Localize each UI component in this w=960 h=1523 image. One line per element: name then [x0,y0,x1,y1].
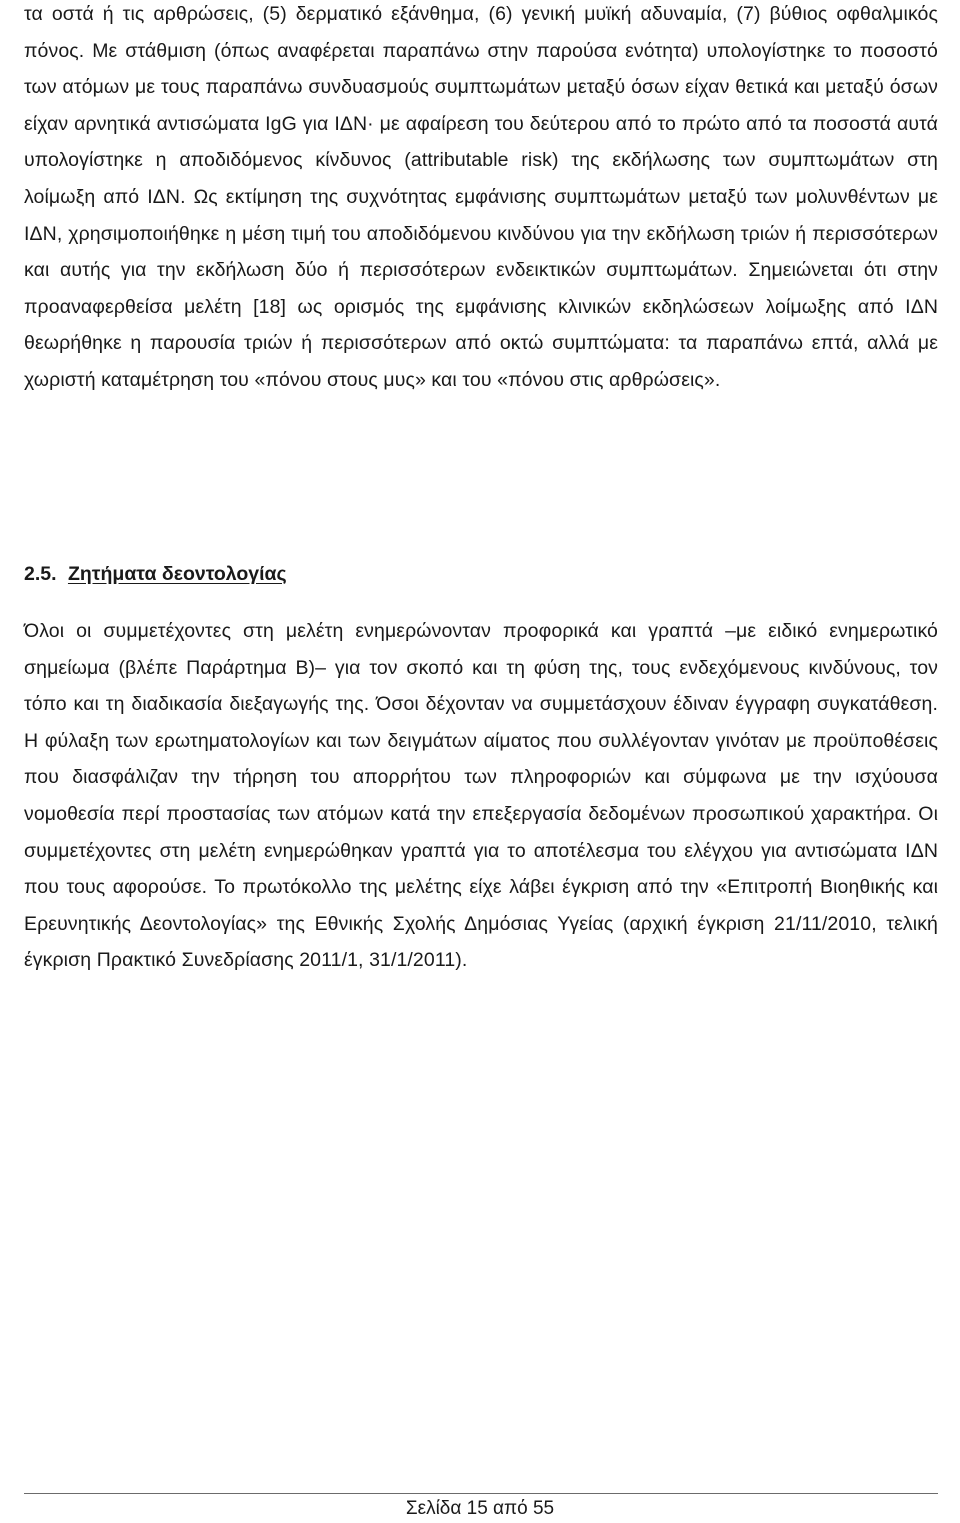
footer-divider [24,1493,938,1494]
section-title: Ζητήματα δεοντολογίας [67,563,287,585]
section-number: 2.5. [24,563,57,585]
body-paragraph-ethics: Όλοι οι συμμετέχοντες στη μελέτη ενημερώνονταν προφορικά και γραπτά –με ειδικό ενημερωτικό σημείωμα (βλέπε Παράρτημα Β)– για τον σκοπό και τη φύση της, τους ενδεχόμενους κινδύνους, τον τόπο και τη διαδικασία διεξαγωγής της. Όσοι δέχονταν να συμμετάσχουν έδιναν έγγραφη συγκατάθεση. Η φύλαξη των ερωτηματολογίων και των δειγμάτων αίματος που συλλέγονταν γινόταν με προϋποθέσεις που διασφάλιζαν την τήρηση του απορρήτου των πληροφοριών και σύμφωνα με την ισχύουσα νομοθεσία περί προστασίας των ατόμων κατά την επεξεργασία δεδομένων προσωπικού χαρακτήρα. Οι συμμετέχοντες στη μελέτη ενημερώθηκαν γραπτά για το αποτέλεσμα του ελέγχου για αντισώματα ΙΔΝ που τους αφορούσε. Το πρωτόκολλο της μελέτης είχε λάβει έγκριση από την «Επιτροπή Βιοηθικής και Ερευνητικής Δεοντολογίας» της Εθνικής Σχολής Δημόσιας Υγείας (αρχική έγκριση 21/11/2010, τελική έγκριση Πρακτικό Συνεδρίασης 2011/1, 31/1/2011). [24,620,938,972]
section-heading [24,556,287,592]
page-number-footer: Σελίδα 15 από 55 [405,1498,555,1519]
body-paragraph-methods: τα οστά ή τις αρθρώσεις, (5) δερματικό εξάνθημα, (6) γενική μυϊκή αδυναμία, (7) βύθιος οφθαλμικός πόνος. Με στάθμιση (όπως αναφέρεται παραπάνω στην παρούσα ενότητα) υπολογίστηκε το ποσοστό των ατόμων με τους παραπάνω συνδυασμούς συμπτωμάτων μεταξύ όσων είχαν θετικά και μεταξύ όσων είχαν αρνητικά αντισώματα IgG για ΙΔΝ· με αφαίρεση του δεύτερου από το πρώτο από τα ποσοστά αυτά υπολογίστηκε η αποδιδόμενος κίνδυνος (attributable risk) της εκδήλωσης των συμπτωμάτων στη λοίμωξη από ΙΔΝ. Ως εκτίμηση της συχνότητας εμφάνισης συμπτωμάτων μεταξύ των μολυνθέντων με ΙΔΝ, χρησιμοποιήθηκε η μέση τιμή του αποδιδόμενου κινδύνου για την εκδήλωση τριών ή περισσότερων και αυτής για την εκδήλωση δύο ή περισσότερων ενδεικτικών συμπτωμάτων. Σημειώνεται ότι στην προαναφερθείσα μελέτη [18] ως ορισμός της εμφάνισης κλινικών εκδηλώσεων λοίμωξης από ΙΔΝ θεωρήθηκε η παρουσία τριών ή περισσότερων από οκτώ συμπτώματα: τα παραπάνω επτά, αλλά με χωριστή καταμέτρηση του «πόνου στους μυς» και του «πόνου στις αρθρώσεις». [24,3,938,391]
